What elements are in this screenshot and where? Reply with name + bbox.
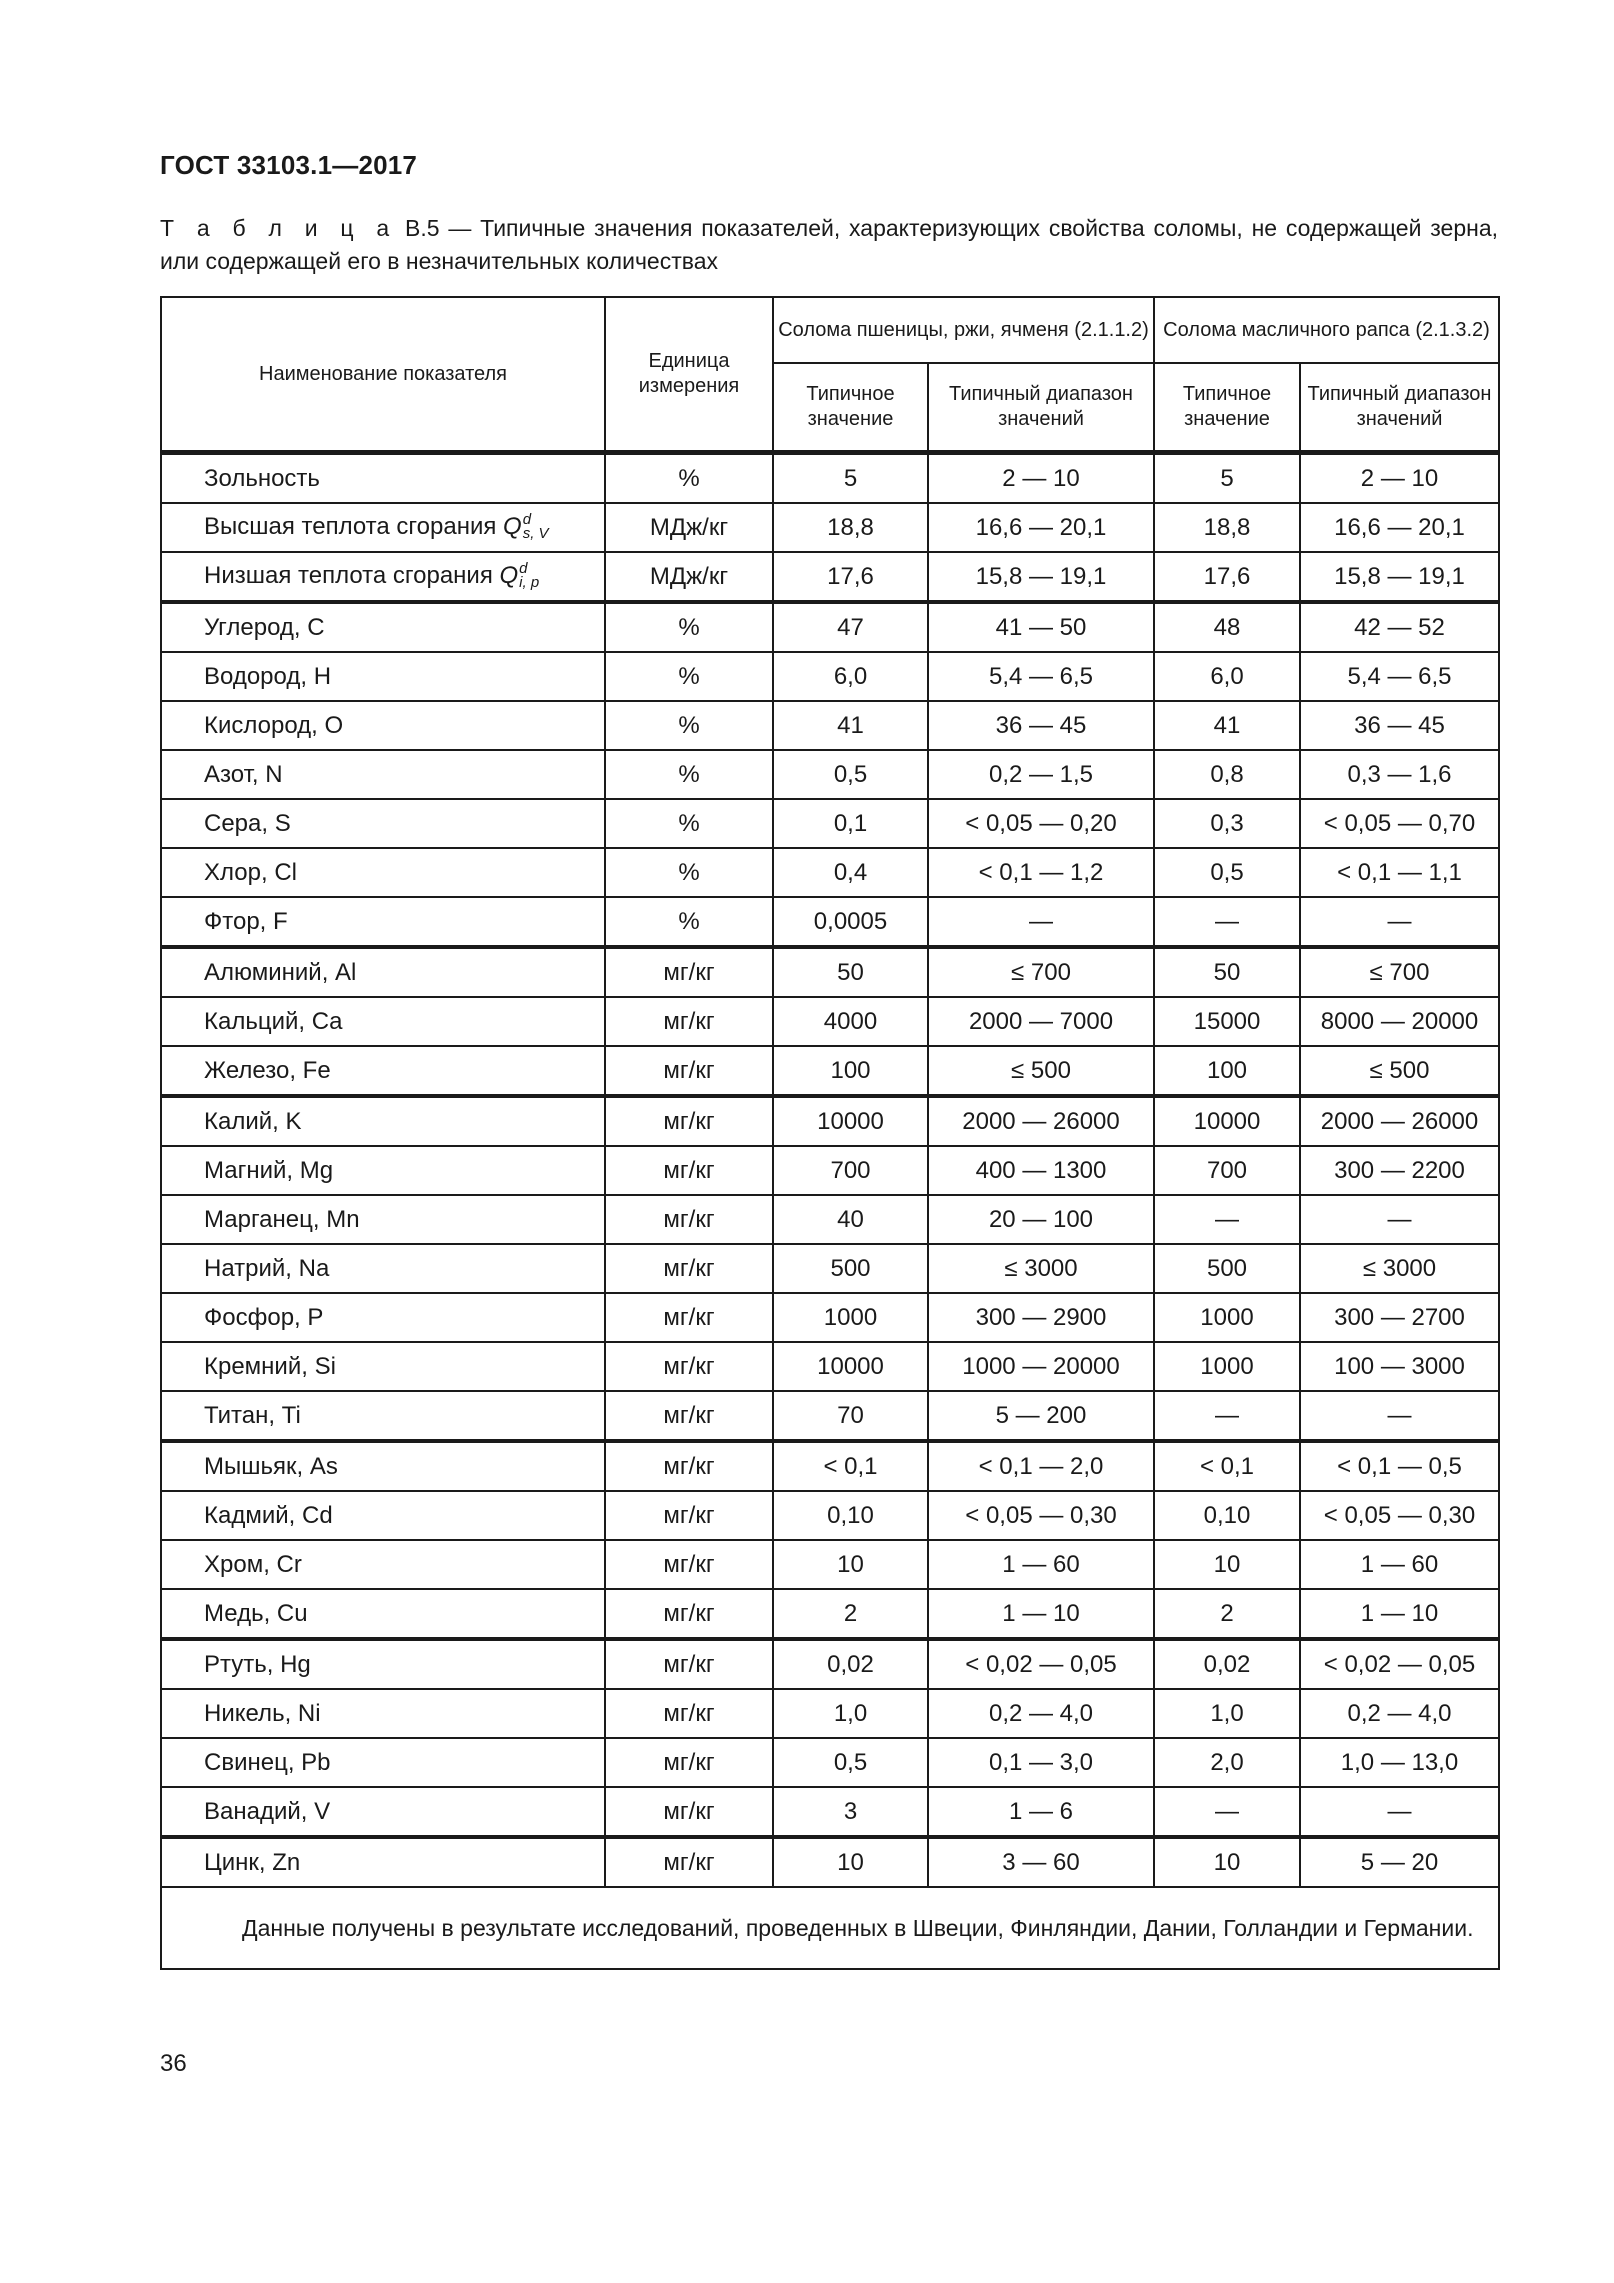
heat-symbol-subscript: s, V: [522, 524, 549, 542]
indicator-name-text: Фосфор, P: [204, 1303, 324, 1331]
cell-rapeseed-range: 42 — 52: [1300, 602, 1499, 652]
cell-rapeseed-range: 15,8 — 19,1: [1300, 552, 1499, 602]
cell-wheat-typical: 2: [773, 1589, 928, 1639]
cell-rapeseed-range: 2 — 10: [1300, 453, 1499, 504]
cell-rapeseed-range: 1 — 10: [1300, 1589, 1499, 1639]
indicator-name-text: Свинец, Pb: [204, 1748, 331, 1776]
cell-indicator-name: [161, 652, 605, 701]
cell-rapeseed-range: < 0,05 — 0,70: [1300, 799, 1499, 848]
cell-indicator-name: [161, 1046, 605, 1096]
cell-wheat-range: 16,6 — 20,1: [928, 503, 1154, 552]
heat-symbol-indices: [519, 559, 540, 591]
cell-indicator-name: [161, 1787, 605, 1837]
cell-unit: %: [605, 602, 773, 652]
cell-unit: %: [605, 799, 773, 848]
cell-rapeseed-typical: 0,5: [1154, 848, 1300, 897]
header-range-2: Типичный диапазон значений: [1300, 363, 1499, 453]
table-row: [161, 1441, 1499, 1491]
cell-rapeseed-typical: 100: [1154, 1046, 1300, 1096]
cell-indicator-name: [161, 1244, 605, 1293]
document-standard-header: ГОСТ 33103.1—2017: [160, 150, 418, 180]
cell-wheat-typical: < 0,1: [773, 1441, 928, 1491]
cell-unit: МДж/кг: [605, 503, 773, 552]
indicator-name-text: Магний, Mg: [204, 1156, 334, 1184]
cell-wheat-range: 1 — 60: [928, 1540, 1154, 1589]
indicator-name-text: Кадмий, Cd: [204, 1501, 333, 1529]
cell-indicator-name: [161, 1391, 605, 1441]
cell-wheat-typical: 0,1: [773, 799, 928, 848]
indicator-name-text: Медь, Cu: [204, 1599, 308, 1627]
cell-rapeseed-typical: 500: [1154, 1244, 1300, 1293]
header-range-1: Типичный диапазон значений: [928, 363, 1154, 453]
cell-wheat-range: < 0,05 — 0,20: [928, 799, 1154, 848]
cell-wheat-range: < 0,05 — 0,30: [928, 1491, 1154, 1540]
indicator-name-text: Титан, Ti: [204, 1401, 301, 1429]
cell-wheat-range: < 0,1 — 2,0: [928, 1441, 1154, 1491]
cell-wheat-typical: 10000: [773, 1096, 928, 1146]
cell-rapeseed-range: 36 — 45: [1300, 701, 1499, 750]
cell-unit: мг/кг: [605, 997, 773, 1046]
cell-unit: мг/кг: [605, 947, 773, 997]
indicator-name-text: Цинк, Zn: [204, 1848, 301, 1876]
cell-wheat-range: —: [928, 897, 1154, 947]
cell-wheat-typical: 10000: [773, 1342, 928, 1391]
cell-wheat-typical: 17,6: [773, 552, 928, 602]
cell-rapeseed-typical: 41: [1154, 701, 1300, 750]
cell-wheat-range: 41 — 50: [928, 602, 1154, 652]
cell-wheat-typical: 3: [773, 1787, 928, 1837]
cell-indicator-name: [161, 1689, 605, 1738]
table-body: [161, 453, 1499, 1888]
cell-rapeseed-range: 300 — 2700: [1300, 1293, 1499, 1342]
table-row: [161, 1540, 1499, 1589]
footnote-text: Данные получены в результате исследований, проведенных в Швеции, Финляндии, Дании, Голландии и Германии.: [242, 1914, 1474, 1941]
cell-wheat-typical: 70: [773, 1391, 928, 1441]
cell-rapeseed-typical: 10000: [1154, 1096, 1300, 1146]
cell-rapeseed-typical: 700: [1154, 1146, 1300, 1195]
cell-rapeseed-range: —: [1300, 1391, 1499, 1441]
cell-indicator-name: [161, 1738, 605, 1787]
indicator-name-text: Хром, Cr: [204, 1550, 302, 1578]
cell-unit: мг/кг: [605, 1837, 773, 1887]
indicator-name-text: Кремний, Si: [204, 1352, 336, 1380]
cell-indicator-name: [161, 453, 605, 504]
table-row: [161, 1689, 1499, 1738]
cell-rapeseed-range: —: [1300, 1195, 1499, 1244]
table-row: [161, 897, 1499, 947]
cell-rapeseed-typical: 6,0: [1154, 652, 1300, 701]
indicator-name-text: Никель, Ni: [204, 1699, 321, 1727]
cell-rapeseed-range: —: [1300, 897, 1499, 947]
cell-wheat-typical: 41: [773, 701, 928, 750]
indicator-name-text: Зольность: [204, 464, 320, 492]
cell-rapeseed-range: 1 — 60: [1300, 1540, 1499, 1589]
cell-wheat-range: 2000 — 7000: [928, 997, 1154, 1046]
cell-unit: мг/кг: [605, 1540, 773, 1589]
cell-indicator-name: [161, 1639, 605, 1689]
cell-indicator-name: [161, 552, 605, 602]
cell-unit: %: [605, 652, 773, 701]
cell-wheat-range: 36 — 45: [928, 701, 1154, 750]
heat-symbol-subscript: i, p: [519, 573, 540, 591]
cell-rapeseed-typical: —: [1154, 1787, 1300, 1837]
table-footer: [161, 1887, 1499, 1969]
cell-wheat-range: 3 — 60: [928, 1837, 1154, 1887]
cell-rapeseed-range: < 0,1 — 1,1: [1300, 848, 1499, 897]
cell-indicator-name: [161, 602, 605, 652]
cell-wheat-range: 1000 — 20000: [928, 1342, 1154, 1391]
cell-unit: мг/кг: [605, 1589, 773, 1639]
cell-wheat-typical: 700: [773, 1146, 928, 1195]
table-row: [161, 1146, 1499, 1195]
cell-wheat-typical: 47: [773, 602, 928, 652]
cell-rapeseed-range: < 0,02 — 0,05: [1300, 1639, 1499, 1689]
indicator-name-text: Натрий, Na: [204, 1254, 330, 1282]
cell-wheat-typical: 0,5: [773, 750, 928, 799]
cell-wheat-range: 0,1 — 3,0: [928, 1738, 1154, 1787]
indicator-name-text: Азот, N: [204, 760, 283, 788]
cell-indicator-name: [161, 503, 605, 552]
cell-rapeseed-range: ≤ 700: [1300, 947, 1499, 997]
cell-rapeseed-typical: 2: [1154, 1589, 1300, 1639]
cell-wheat-typical: 50: [773, 947, 928, 997]
header-group-rapeseed: Солома масличного рапса (2.1.3.2): [1154, 297, 1499, 363]
table-row: [161, 602, 1499, 652]
cell-wheat-range: ≤ 500: [928, 1046, 1154, 1096]
data-table-container: [160, 296, 1498, 1970]
cell-wheat-range: < 0,1 — 1,2: [928, 848, 1154, 897]
cell-wheat-range: 5,4 — 6,5: [928, 652, 1154, 701]
cell-wheat-range: 1 — 6: [928, 1787, 1154, 1837]
cell-wheat-range: < 0,02 — 0,05: [928, 1639, 1154, 1689]
cell-unit: %: [605, 897, 773, 947]
cell-wheat-typical: 4000: [773, 997, 928, 1046]
cell-indicator-name: [161, 848, 605, 897]
cell-unit: мг/кг: [605, 1738, 773, 1787]
cell-rapeseed-range: 100 — 3000: [1300, 1342, 1499, 1391]
indicator-name-text: Калий, K: [204, 1107, 302, 1135]
caption-label: Т а б л и ц а: [160, 215, 397, 241]
cell-rapeseed-typical: < 0,1: [1154, 1441, 1300, 1491]
cell-rapeseed-typical: 17,6: [1154, 552, 1300, 602]
heat-symbol-indices: [522, 510, 549, 542]
cell-indicator-name: [161, 1342, 605, 1391]
cell-indicator-name: [161, 1293, 605, 1342]
cell-rapeseed-typical: 1000: [1154, 1293, 1300, 1342]
table-row: [161, 1589, 1499, 1639]
table-row: [161, 701, 1499, 750]
table-footnote: [161, 1887, 1499, 1969]
cell-wheat-range: ≤ 700: [928, 947, 1154, 997]
cell-wheat-range: 1 — 10: [928, 1589, 1154, 1639]
cell-wheat-range: 0,2 — 1,5: [928, 750, 1154, 799]
table-row: [161, 1738, 1499, 1787]
table-caption: [160, 212, 1498, 278]
cell-wheat-range: 2 — 10: [928, 453, 1154, 504]
table-row: [161, 1391, 1499, 1441]
indicator-name-text: Фтор, F: [204, 907, 288, 935]
cell-indicator-name: [161, 947, 605, 997]
indicator-name-text: Марганец, Mn: [204, 1205, 360, 1233]
table-row: [161, 552, 1499, 602]
cell-unit: мг/кг: [605, 1244, 773, 1293]
table-row: [161, 1096, 1499, 1146]
cell-rapeseed-range: 300 — 2200: [1300, 1146, 1499, 1195]
cell-wheat-typical: 0,02: [773, 1639, 928, 1689]
table-row: [161, 997, 1499, 1046]
cell-rapeseed-range: ≤ 500: [1300, 1046, 1499, 1096]
cell-wheat-range: ≤ 3000: [928, 1244, 1154, 1293]
cell-indicator-name: [161, 750, 605, 799]
cell-rapeseed-typical: 0,10: [1154, 1491, 1300, 1540]
cell-wheat-range: 400 — 1300: [928, 1146, 1154, 1195]
table-row: [161, 848, 1499, 897]
page-number: 36: [160, 2050, 187, 2077]
indicator-name-text: Мышьяк, As: [204, 1452, 338, 1480]
cell-rapeseed-typical: 2,0: [1154, 1738, 1300, 1787]
cell-wheat-typical: 1000: [773, 1293, 928, 1342]
cell-unit: %: [605, 848, 773, 897]
cell-rapeseed-range: 8000 — 20000: [1300, 997, 1499, 1046]
cell-rapeseed-typical: 10: [1154, 1540, 1300, 1589]
cell-wheat-typical: 1,0: [773, 1689, 928, 1738]
cell-rapeseed-typical: 5: [1154, 453, 1300, 504]
cell-wheat-typical: 18,8: [773, 503, 928, 552]
indicator-name-text: Хлор, Cl: [204, 858, 297, 886]
table-row: [161, 1342, 1499, 1391]
cell-wheat-typical: 40: [773, 1195, 928, 1244]
cell-indicator-name: [161, 1441, 605, 1491]
header-typical-1: Типичное значение: [773, 363, 928, 453]
cell-rapeseed-range: —: [1300, 1787, 1499, 1837]
cell-rapeseed-range: 5 — 20: [1300, 1837, 1499, 1887]
cell-unit: %: [605, 750, 773, 799]
cell-indicator-name: [161, 1491, 605, 1540]
cell-rapeseed-range: 5,4 — 6,5: [1300, 652, 1499, 701]
indicator-name-text: Углерод, C: [204, 613, 325, 641]
heat-symbol-superscript: d: [519, 559, 528, 577]
cell-rapeseed-typical: 1,0: [1154, 1689, 1300, 1738]
cell-unit: мг/кг: [605, 1342, 773, 1391]
table-row: [161, 1837, 1499, 1887]
cell-wheat-range: 20 — 100: [928, 1195, 1154, 1244]
cell-unit: МДж/кг: [605, 552, 773, 602]
cell-unit: мг/кг: [605, 1046, 773, 1096]
table-row: [161, 750, 1499, 799]
indicator-name-text: Алюминий, Al: [204, 958, 357, 986]
cell-rapeseed-typical: 48: [1154, 602, 1300, 652]
table-row: [161, 1195, 1499, 1244]
header-typical-2: Типичное значение: [1154, 363, 1300, 453]
cell-unit: мг/кг: [605, 1293, 773, 1342]
cell-rapeseed-range: ≤ 3000: [1300, 1244, 1499, 1293]
cell-wheat-range: 0,2 — 4,0: [928, 1689, 1154, 1738]
indicator-name-text: Водород, H: [204, 662, 332, 690]
indicator-name-text: Сера, S: [204, 809, 291, 837]
cell-wheat-typical: 0,10: [773, 1491, 928, 1540]
table-row: [161, 1639, 1499, 1689]
table-row: [161, 453, 1499, 504]
cell-wheat-range: 2000 — 26000: [928, 1096, 1154, 1146]
cell-rapeseed-range: < 0,05 — 0,30: [1300, 1491, 1499, 1540]
table-row: [161, 1491, 1499, 1540]
cell-wheat-typical: 100: [773, 1046, 928, 1096]
table-row: [161, 1787, 1499, 1837]
cell-unit: %: [605, 453, 773, 504]
cell-indicator-name: [161, 997, 605, 1046]
cell-wheat-range: 15,8 — 19,1: [928, 552, 1154, 602]
cell-wheat-typical: 0,4: [773, 848, 928, 897]
heat-symbol: Q: [503, 513, 522, 541]
cell-unit: мг/кг: [605, 1146, 773, 1195]
cell-wheat-range: 300 — 2900: [928, 1293, 1154, 1342]
cell-rapeseed-typical: 10: [1154, 1837, 1300, 1887]
indicator-name-text: Высшая теплота сгорания: [204, 513, 504, 541]
cell-indicator-name: [161, 1837, 605, 1887]
caption-text: В.5 — Типичные значения показателей, характеризующих свойства соломы, не содержащей зерна, или содержащей его в незначительных количествах: [160, 215, 1498, 274]
cell-rapeseed-typical: 15000: [1154, 997, 1300, 1046]
cell-indicator-name: [161, 799, 605, 848]
cell-rapeseed-typical: 0,02: [1154, 1639, 1300, 1689]
cell-rapeseed-range: 1,0 — 13,0: [1300, 1738, 1499, 1787]
indicator-name-text: Ванадий, V: [204, 1797, 331, 1825]
cell-wheat-typical: 6,0: [773, 652, 928, 701]
cell-indicator-name: [161, 1096, 605, 1146]
cell-unit: мг/кг: [605, 1787, 773, 1837]
cell-wheat-typical: 10: [773, 1540, 928, 1589]
cell-rapeseed-range: 0,2 — 4,0: [1300, 1689, 1499, 1738]
cell-rapeseed-typical: 18,8: [1154, 503, 1300, 552]
cell-unit: %: [605, 701, 773, 750]
table-row: [161, 652, 1499, 701]
cell-rapeseed-typical: 0,3: [1154, 799, 1300, 848]
cell-wheat-typical: 500: [773, 1244, 928, 1293]
indicator-name-text: Кальций, Ca: [204, 1007, 343, 1035]
cell-rapeseed-range: 16,6 — 20,1: [1300, 503, 1499, 552]
heat-symbol-superscript: d: [522, 510, 532, 528]
indicator-name-text: Ртуть, Hg: [204, 1650, 311, 1678]
cell-rapeseed-range: 2000 — 26000: [1300, 1096, 1499, 1146]
table-row: [161, 1293, 1499, 1342]
cell-unit: мг/кг: [605, 1441, 773, 1491]
header-name: Наименование показателя: [161, 297, 605, 453]
table-row: [161, 1244, 1499, 1293]
header-group-wheat: Солома пшеницы, ржи, ячменя (2.1.1.2): [773, 297, 1154, 363]
table-row: [161, 1046, 1499, 1096]
cell-indicator-name: [161, 1195, 605, 1244]
indicator-name-text: Кислород, O: [204, 711, 344, 739]
cell-wheat-range: 5 — 200: [928, 1391, 1154, 1441]
cell-rapeseed-range: 0,3 — 1,6: [1300, 750, 1499, 799]
cell-wheat-typical: 0,0005: [773, 897, 928, 947]
cell-wheat-typical: 5: [773, 453, 928, 504]
table-row: [161, 799, 1499, 848]
cell-unit: мг/кг: [605, 1195, 773, 1244]
cell-wheat-typical: 10: [773, 1837, 928, 1887]
cell-unit: мг/кг: [605, 1491, 773, 1540]
heat-symbol: Q: [499, 562, 519, 590]
cell-indicator-name: [161, 1589, 605, 1639]
table-row: [161, 947, 1499, 997]
cell-unit: мг/кг: [605, 1391, 773, 1441]
cell-unit: мг/кг: [605, 1639, 773, 1689]
cell-indicator-name: [161, 701, 605, 750]
header-unit: Единица измерения: [605, 297, 773, 453]
cell-indicator-name: [161, 1540, 605, 1589]
indicator-name-text: Железо, Fe: [204, 1056, 331, 1084]
cell-indicator-name: [161, 897, 605, 947]
cell-indicator-name: [161, 1146, 605, 1195]
cell-rapeseed-typical: —: [1154, 897, 1300, 947]
cell-rapeseed-typical: —: [1154, 1195, 1300, 1244]
indicator-name-text: Низшая теплота сгорания: [204, 562, 500, 590]
cell-unit: мг/кг: [605, 1689, 773, 1738]
table-head: [161, 297, 1499, 453]
cell-rapeseed-typical: 50: [1154, 947, 1300, 997]
cell-rapeseed-range: < 0,1 — 0,5: [1300, 1441, 1499, 1491]
cell-rapeseed-typical: 0,8: [1154, 750, 1300, 799]
cell-wheat-typical: 0,5: [773, 1738, 928, 1787]
straw-properties-table: [160, 296, 1500, 1970]
table-row: [161, 503, 1499, 552]
cell-unit: мг/кг: [605, 1096, 773, 1146]
cell-rapeseed-typical: 1000: [1154, 1342, 1300, 1391]
cell-rapeseed-typical: —: [1154, 1391, 1300, 1441]
